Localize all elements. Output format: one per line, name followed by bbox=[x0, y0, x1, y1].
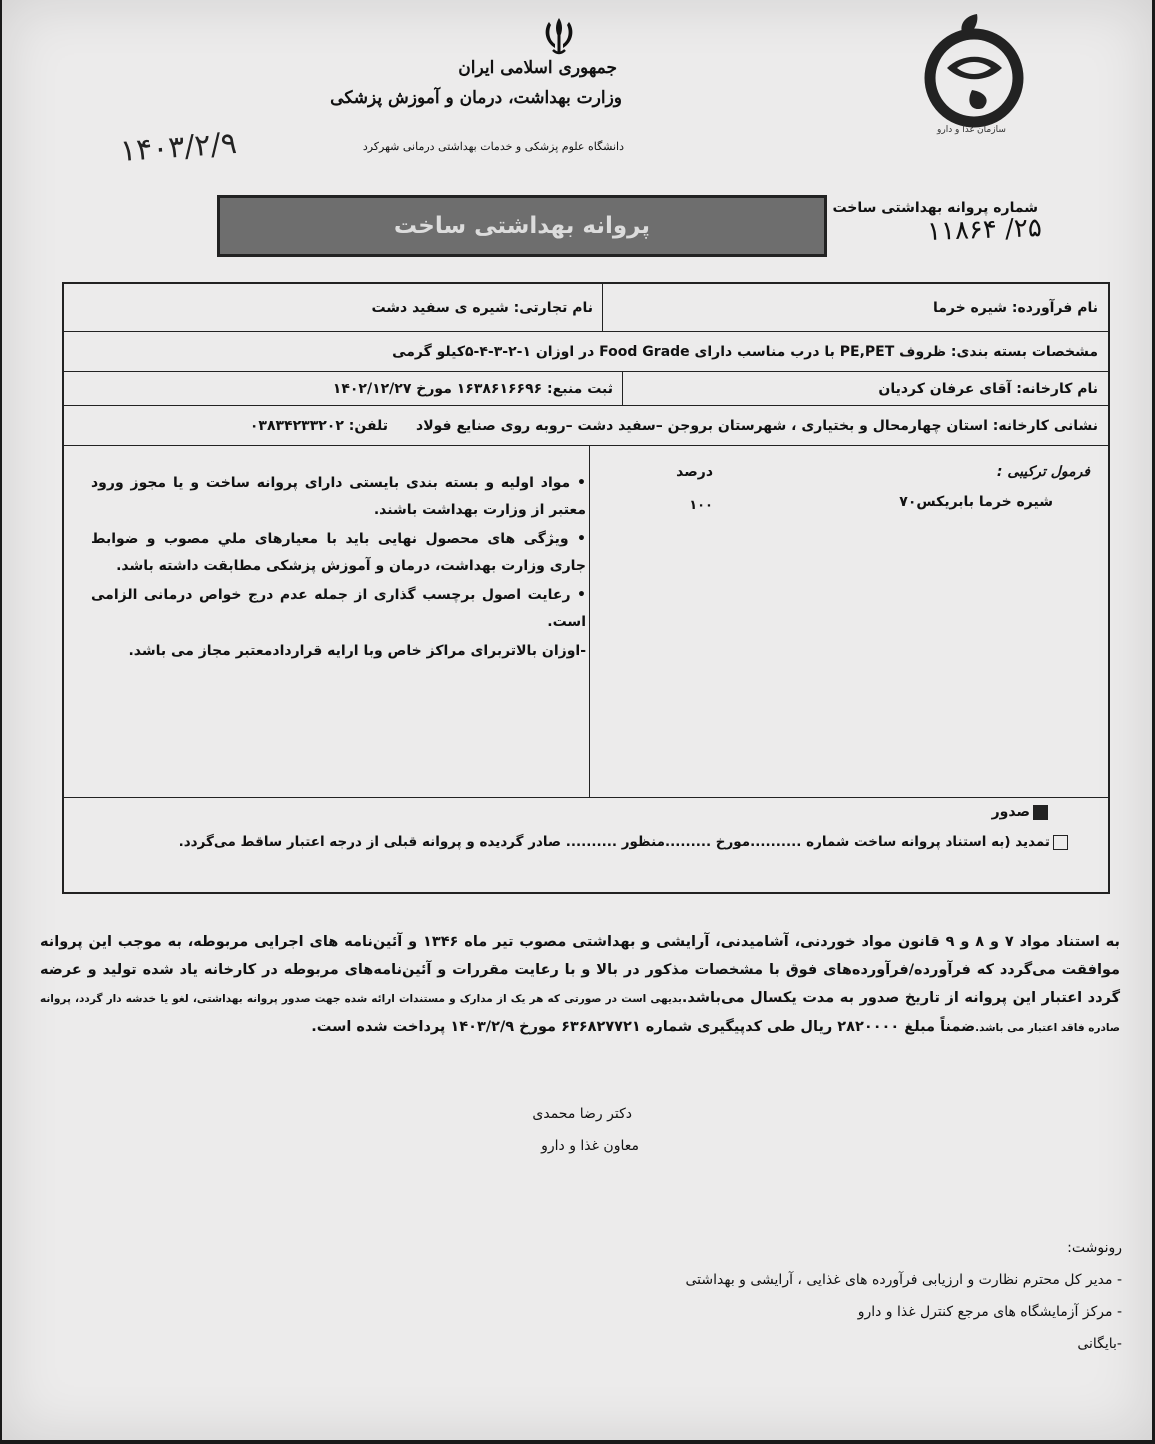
iran-emblem-icon bbox=[537, 14, 581, 58]
permit-form-table bbox=[62, 282, 1110, 894]
brand-name-field: نام تجارتی: شیره ی سفید دشت bbox=[371, 299, 593, 316]
logo-caption: سازمان غذا و دارو bbox=[937, 125, 1006, 135]
ministry-title: وزارت بهداشت، درمان و آموزش پزشکی bbox=[330, 88, 622, 108]
cc-list bbox=[686, 1232, 1123, 1360]
body-paragraph: به استناد مواد ۷ و ۸ و ۹ قانون مواد خوردنی، آشامیدنی، آرایشی و بهداشتی مصوب تیر ماه ۱۳۴۶ و آئین‌نامه های اجرایی مربوطه، به موجب این پروانه موافقت می‌گردد که فرآورده/فرآورده‌های فوق با مشخصات مذکور در بالا و با رعایت مقررات و آئین‌نامه‌های مربوطه در کارخانه یاد شده تولید و عرضه گردد اعتبار این پروانه از تاریخ صدور به مدت یکسال می‌باشد. bbox=[40, 934, 1121, 1006]
permit-title-banner bbox=[217, 195, 827, 257]
row-address bbox=[64, 406, 1108, 446]
row-factory bbox=[64, 372, 1108, 406]
row-packaging bbox=[64, 332, 1108, 372]
factory-name-field: نام کارخانه: آقای عرفان کردیان bbox=[878, 380, 1098, 397]
fda-logo-icon bbox=[917, 8, 1032, 136]
ingredient-name: شیره خرما بابریکس۷۰ bbox=[899, 494, 1053, 510]
phone-field: تلفن: ۰۳۸۳۴۲۳۳۲۰۲ bbox=[249, 417, 388, 434]
formula-title: فرمول ترکیبی : bbox=[996, 464, 1090, 480]
body-disclaimer: بدیهی است در صورتی که هر یک از مدارک و مستندات ارائه شده جهت صدور پروانه بهداشتی، لغو یا خدشه دار گردد، پروانه صادره فاقد اعتبار می باشد. bbox=[40, 993, 1120, 1034]
cc-item: - مدیر کل محترم نظارت و ارزیابی فرآورده های غذایی ، آرایشی و بهداشتی bbox=[685, 1272, 1122, 1288]
product-name-field: نام فرآورده: شیره خرما bbox=[932, 299, 1098, 316]
column-divider bbox=[589, 446, 590, 797]
source-registration-field: ثبت منبع: ۱۶۳۸۶۱۶۶۹۶ مورخ ۱۴۰۲/۱۲/۲۷ bbox=[332, 380, 613, 397]
note-item: • ویژگی های محصول نهایی باید با معیارهای ملي مصوب و ضوابط جاری وزارت بهداشت، درمان و آموزش پزشکی مطابقت داشته باشد. bbox=[91, 531, 586, 574]
permit-document bbox=[2, 0, 1152, 1440]
signatory-name: دکتر رضا محمدی bbox=[532, 1106, 632, 1122]
signatory-role: معاون غذا و دارو bbox=[541, 1138, 639, 1154]
ingredient-percent: ۱۰۰ bbox=[689, 498, 713, 513]
permit-body-text bbox=[40, 928, 1120, 1042]
permit-title: پروانه بهداشتی ساخت bbox=[393, 213, 651, 239]
address-field: نشانی کارخانه: استان چهارمحال و بختیاری ، شهرستان بروجن –سفید دشت –روبه روی صنایع فولاد bbox=[416, 417, 1098, 434]
cc-item: - مرکز آزمایشگاه های مرجع کنترل غذا و دارو bbox=[857, 1304, 1122, 1320]
issue-option bbox=[992, 804, 1048, 820]
notes-list bbox=[91, 470, 586, 667]
permit-number-label: شماره پروانه بهداشتی ساخت bbox=[832, 200, 1038, 216]
issue-checkbox[interactable] bbox=[1033, 805, 1048, 820]
row-product bbox=[64, 284, 1108, 332]
packaging-field: مشخصات بسته بندی: ظروف PE,PET با درب مناسب دارای Food Grade در اوزان ۱-۲-۳-۴-۵کیلو گرمی bbox=[392, 343, 1098, 360]
payment-paragraph: ضمناً مبلغ ۲۸۲۰۰۰۰ ریال طی کدپیگیری شماره ۶۳۶۸۲۷۷۲۱ مورخ ۱۴۰۳/۲/۹ پرداخت شده است. bbox=[311, 1019, 976, 1035]
cc-title: رونوشت: bbox=[1067, 1240, 1122, 1256]
row-issue-type bbox=[64, 798, 1108, 892]
percent-label: درصد bbox=[676, 464, 713, 480]
note-item: • رعایت اصول برچسب گذاری از جمله عدم درج خواص درمانی الزامی است. bbox=[91, 587, 586, 630]
renew-option bbox=[179, 834, 1068, 850]
note-item: • مواد اولیه و بسته بندی بایستی دارای پروانه ساخت و یا مجوز ورود معتبر از وزارت بهداشت باشند. bbox=[91, 475, 586, 518]
handwritten-date: ۱۴۰۳/۲/۹ bbox=[118, 125, 238, 170]
renew-text: تمدید (به استناد پروانه ساخت شماره ..........مورخ .........منظور .......... صادر گردیده و پروانه قبلی از درجه اعتبار ساقط می‌گردد. bbox=[178, 834, 1050, 850]
republic-title: جمهوری اسلامی ایران bbox=[458, 58, 617, 78]
permit-number-value: ۲۵/ ۱۱۸۶۴ bbox=[926, 213, 1043, 247]
issue-label: صدور bbox=[991, 804, 1030, 820]
university-title: دانشگاه علوم پزشکی و خدمات بهداشتی درمانی شهرکرد bbox=[362, 140, 624, 153]
row-formula-notes bbox=[64, 446, 1108, 798]
cc-item: -بایگانی bbox=[1077, 1336, 1122, 1352]
note-item: -اوزان بالاتربرای مراکز خاص وبا ارایه قراردادمعتبر مجاز می باشد. bbox=[128, 643, 586, 659]
renew-checkbox[interactable] bbox=[1053, 835, 1068, 850]
